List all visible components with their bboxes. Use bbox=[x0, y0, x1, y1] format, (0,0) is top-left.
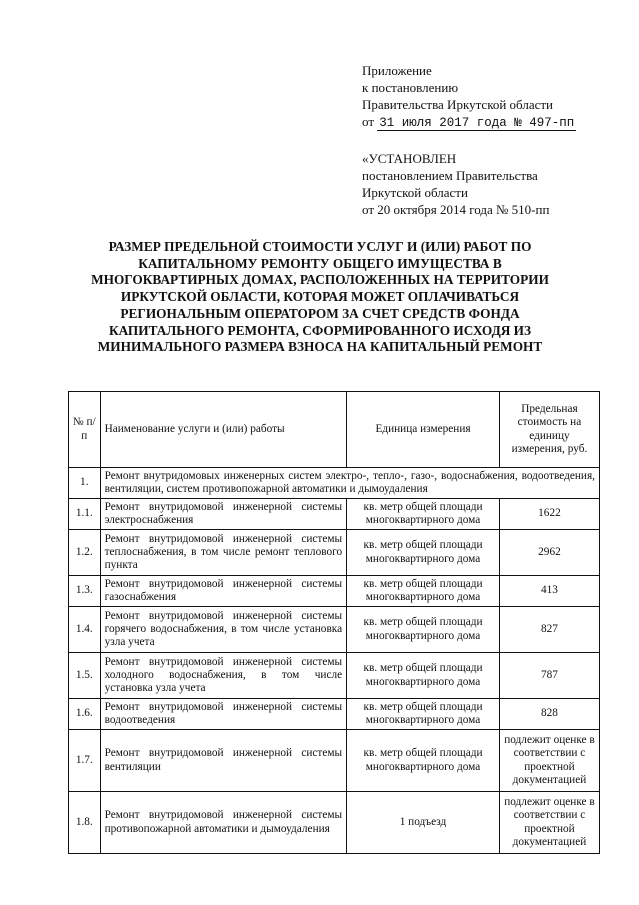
row-num: 1.2. bbox=[69, 530, 101, 576]
row-unit: кв. метр общей площади многоквартирного дома bbox=[347, 499, 500, 530]
row-cost: подлежит оценке в соответствии с проектной документацией bbox=[499, 792, 599, 854]
table-row bbox=[69, 530, 600, 576]
row-num: 1.3. bbox=[69, 576, 101, 607]
established-block bbox=[362, 150, 549, 218]
row-name: Ремонт внутридомовой инженерной системы горячего водоснабжения, в том числе установка узла учета bbox=[100, 607, 347, 653]
row-cost: 827 bbox=[499, 607, 599, 653]
appendix-line-3: Правительства Иркутской области bbox=[362, 97, 554, 112]
header-unit: Единица измерения bbox=[347, 392, 500, 468]
header-cost: Предельная стоимость на единицу измерения, руб. bbox=[499, 392, 599, 468]
appendix-line-4 bbox=[362, 113, 576, 132]
appendix-date: 31 июля 2017 года № 497-пп bbox=[379, 116, 575, 130]
row-cost: 1622 bbox=[499, 499, 599, 530]
cost-table bbox=[68, 391, 600, 854]
row-unit: кв. метр общей площади многоквартирного дома bbox=[347, 607, 500, 653]
row-name: Ремонт внутридомовой инженерной системы водоотведения bbox=[100, 699, 347, 730]
table-row bbox=[69, 792, 600, 854]
appendix-block bbox=[362, 62, 576, 132]
header-name: Наименование услуги и (или) работы bbox=[100, 392, 347, 468]
section-row bbox=[69, 468, 600, 499]
row-unit: кв. метр общей площади многоквартирного дома bbox=[347, 730, 500, 792]
appendix-date-prefix: от bbox=[362, 114, 375, 129]
table-row bbox=[69, 730, 600, 792]
row-name: Ремонт внутридомовой инженерной системы газоснабжения bbox=[100, 576, 347, 607]
row-name: Ремонт внутридомовой инженерной системы противопожарной автоматики и дымоудаления bbox=[100, 792, 347, 854]
table-row bbox=[69, 499, 600, 530]
section-text: Ремонт внутридомовых инженерных систем электро-, тепло-, газо-, водоснабжения, водоотведения, вентиляции, систем противопожарной автоматики и дымоудаления bbox=[100, 468, 599, 499]
header-num: № п/п bbox=[69, 392, 101, 468]
established-line-2: постановлением Правительства bbox=[362, 168, 538, 183]
established-line-4: от 20 октября 2014 года № 510-пп bbox=[362, 202, 550, 217]
row-unit: кв. метр общей площади многоквартирного дома bbox=[347, 530, 500, 576]
row-num: 1.6. bbox=[69, 699, 101, 730]
row-name: Ремонт внутридомовой инженерной системы теплоснабжения, в том числе ремонт теплового пункта bbox=[100, 530, 347, 576]
row-unit: кв. метр общей площади многоквартирного дома bbox=[347, 576, 500, 607]
row-num: 1.8. bbox=[69, 792, 101, 854]
table-row bbox=[69, 653, 600, 699]
row-cost: 787 bbox=[499, 653, 599, 699]
row-name: Ремонт внутридомовой инженерной системы вентиляции bbox=[100, 730, 347, 792]
row-unit: кв. метр общей площади многоквартирного дома bbox=[347, 653, 500, 699]
row-num: 1.4. bbox=[69, 607, 101, 653]
row-num: 1.5. bbox=[69, 653, 101, 699]
table-row bbox=[69, 607, 600, 653]
row-name: Ремонт внутридомовой инженерной системы холодного водоснабжения, в том числе установка узла учета bbox=[100, 653, 347, 699]
row-num: 1.7. bbox=[69, 730, 101, 792]
section-num: 1. bbox=[69, 468, 101, 499]
table-row bbox=[69, 576, 600, 607]
row-cost: 828 bbox=[499, 699, 599, 730]
appendix-line-2: к постановлению bbox=[362, 80, 459, 95]
established-line-3: Иркутской области bbox=[362, 185, 468, 200]
row-num: 1.1. bbox=[69, 499, 101, 530]
row-cost: 2962 bbox=[499, 530, 599, 576]
row-cost: 413 bbox=[499, 576, 599, 607]
established-line-1: «УСТАНОВЛЕН bbox=[362, 151, 457, 166]
row-unit: 1 подъезд bbox=[347, 792, 500, 854]
appendix-line-1: Приложение bbox=[362, 63, 432, 78]
row-cost: подлежит оценке в соответствии с проектной документацией bbox=[499, 730, 599, 792]
table-row bbox=[69, 699, 600, 730]
table-header-row bbox=[69, 392, 600, 468]
row-unit: кв. метр общей площади многоквартирного дома bbox=[347, 699, 500, 730]
document-title: РАЗМЕР ПРЕДЕЛЬНОЙ СТОИМОСТИ УСЛУГ И (ИЛИ) РАБОТ ПО КАПИТАЛЬНОМУ РЕМОНТУ ОБЩЕГО ИМУЩЕСТВА В МНОГОКВАРТИРНЫХ ДОМАХ, РАСПОЛОЖЕННЫХ НА ТЕРРИТОРИИ ИРКУТСКОЙ ОБЛАСТИ, КОТОРАЯ МОЖЕТ ОПЛАЧИВАТЬСЯ РЕГИОНАЛЬНЫМ ОПЕРАТОРОМ ЗА СЧЕТ СРЕДСТВ ФОНДА КАПИТАЛЬНОГО РЕМОНТА, СФОРМИРОВАННОГО ИСХОДЯ ИЗ МИНИМАЛЬНОГО РАЗМЕРА ВЗНОСА НА КАПИТАЛЬНЫЙ РЕМОНТ bbox=[91, 239, 549, 355]
row-name: Ремонт внутридомовой инженерной системы электроснабжения bbox=[100, 499, 347, 530]
